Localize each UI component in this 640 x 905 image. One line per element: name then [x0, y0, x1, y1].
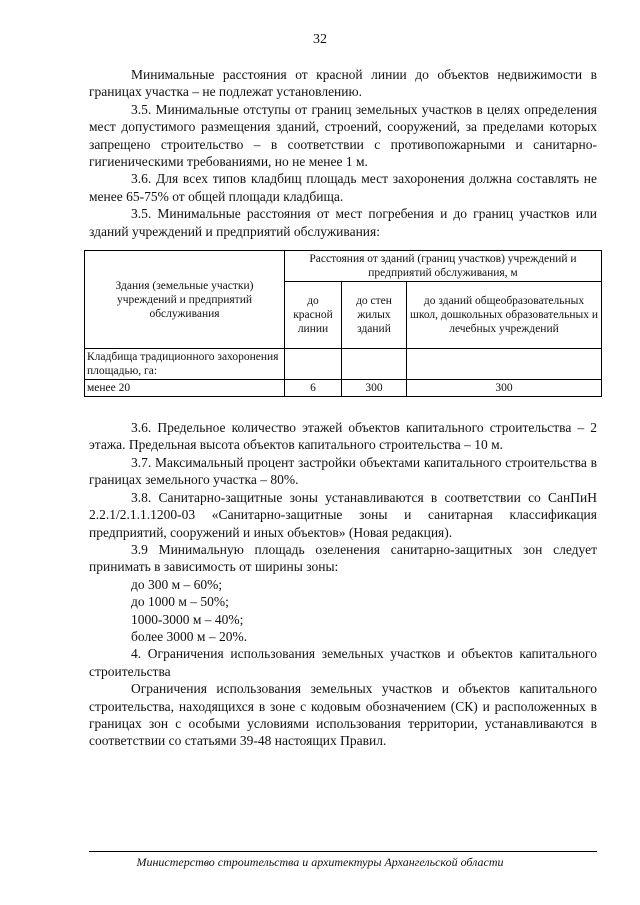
table-header-buildings: Здания (земельные участки) учреждений и предприятий обслуживания — [85, 251, 285, 349]
list-item: до 300 м – 60%; — [131, 576, 223, 592]
table-subheader-residential: до стен жилых зданий — [342, 282, 407, 349]
table-cell-value: 300 — [342, 380, 407, 397]
table-cell-label: менее 20 — [85, 380, 285, 397]
paragraph-3-6-floors: 3.6. Предельное количество этажей объектов капитального строительства – 2 этажа. Предельная высота объектов капитального строительства – 10 м. — [89, 420, 597, 453]
paragraph-3-5-distances: 3.5. Минимальные расстояния от мест погребения и до границ участков или зданий учреждений и предприятий обслуживания: — [89, 206, 597, 239]
paragraph-3-8-sanitary-zones: 3.8. Санитарно-защитные зоны устанавливаются в соответствии со СанПиН 2.2.1/2.1.1.1200-03 «Санитарно-защитные зоны и санитарная классификация предприятий, сооружений и иных объектов» (Новая редакция). — [89, 489, 597, 540]
section-4-heading: 4. Ограничения использования земельных участков и объектов капитального строительства — [89, 646, 597, 679]
table-cell-value: 300 — [407, 380, 602, 397]
document-body — [89, 66, 597, 750]
footer-divider — [89, 851, 597, 852]
page-number: 32 — [313, 32, 327, 47]
paragraph-restrictions: Ограничения использования земельных участков и объектов капитального строительства, находящихся в зоне с кодовым обозначением (СК) и расположенных в границах зон с особыми условиями использования территории, устанавливаются в соответствии со статьями 39-48 настоящих Правил. — [89, 681, 597, 749]
list-item: до 1000 м – 50%; — [131, 594, 229, 610]
table-cell-value: 6 — [285, 380, 342, 397]
list-item: более 3000 м – 20%. — [131, 628, 248, 644]
paragraph-3-6-burial-area: 3.6. Для всех типов кладбищ площадь мест захоронения должна составлять не менее 65-75% от общей площади кладбища. — [89, 171, 597, 204]
table-section-cemeteries: Кладбища традиционного захоронения площадью, га: — [85, 349, 285, 380]
paragraph-3-7-coverage: 3.7. Максимальный процент застройки объектами капитального строительства в границах земельного участка – 80%. — [89, 454, 597, 488]
paragraph-red-line-distance: Минимальные расстояния от красной линии до объектов недвижимости в границах участка – не подлежат установлению. — [89, 67, 597, 100]
table-subheader-red-line: до красной линии — [285, 282, 342, 349]
list-item: 1000-3000 м – 40%; — [131, 611, 244, 627]
distances-table — [84, 250, 602, 397]
paragraph-3-9-greening: 3.9 Минимальную площадь озеленения санитарно-защитных зон следует принимать в зависимость от ширины зоны: — [89, 541, 597, 575]
table-row — [85, 380, 602, 397]
footer-ministry: Министерство строительства и архитектуры Архангельской области — [136, 855, 504, 869]
table-subheader-schools: до зданий общеобразовательных школ, дошкольных образовательных и лечебных учреждений — [407, 282, 602, 349]
paragraph-3-5-setbacks: 3.5. Минимальные отступы от границ земельных участков в целях определения мест допустимого размещения зданий, строений, сооружений, за пределами которых запрещено строительство – в соответствии с противопожарными и санитарно-гигиеническими требованиями, но не менее 1 м. — [89, 101, 597, 170]
table-header-distances: Расстояния от зданий (границ участков) учреждений и предприятий обслуживания, м — [285, 251, 602, 282]
